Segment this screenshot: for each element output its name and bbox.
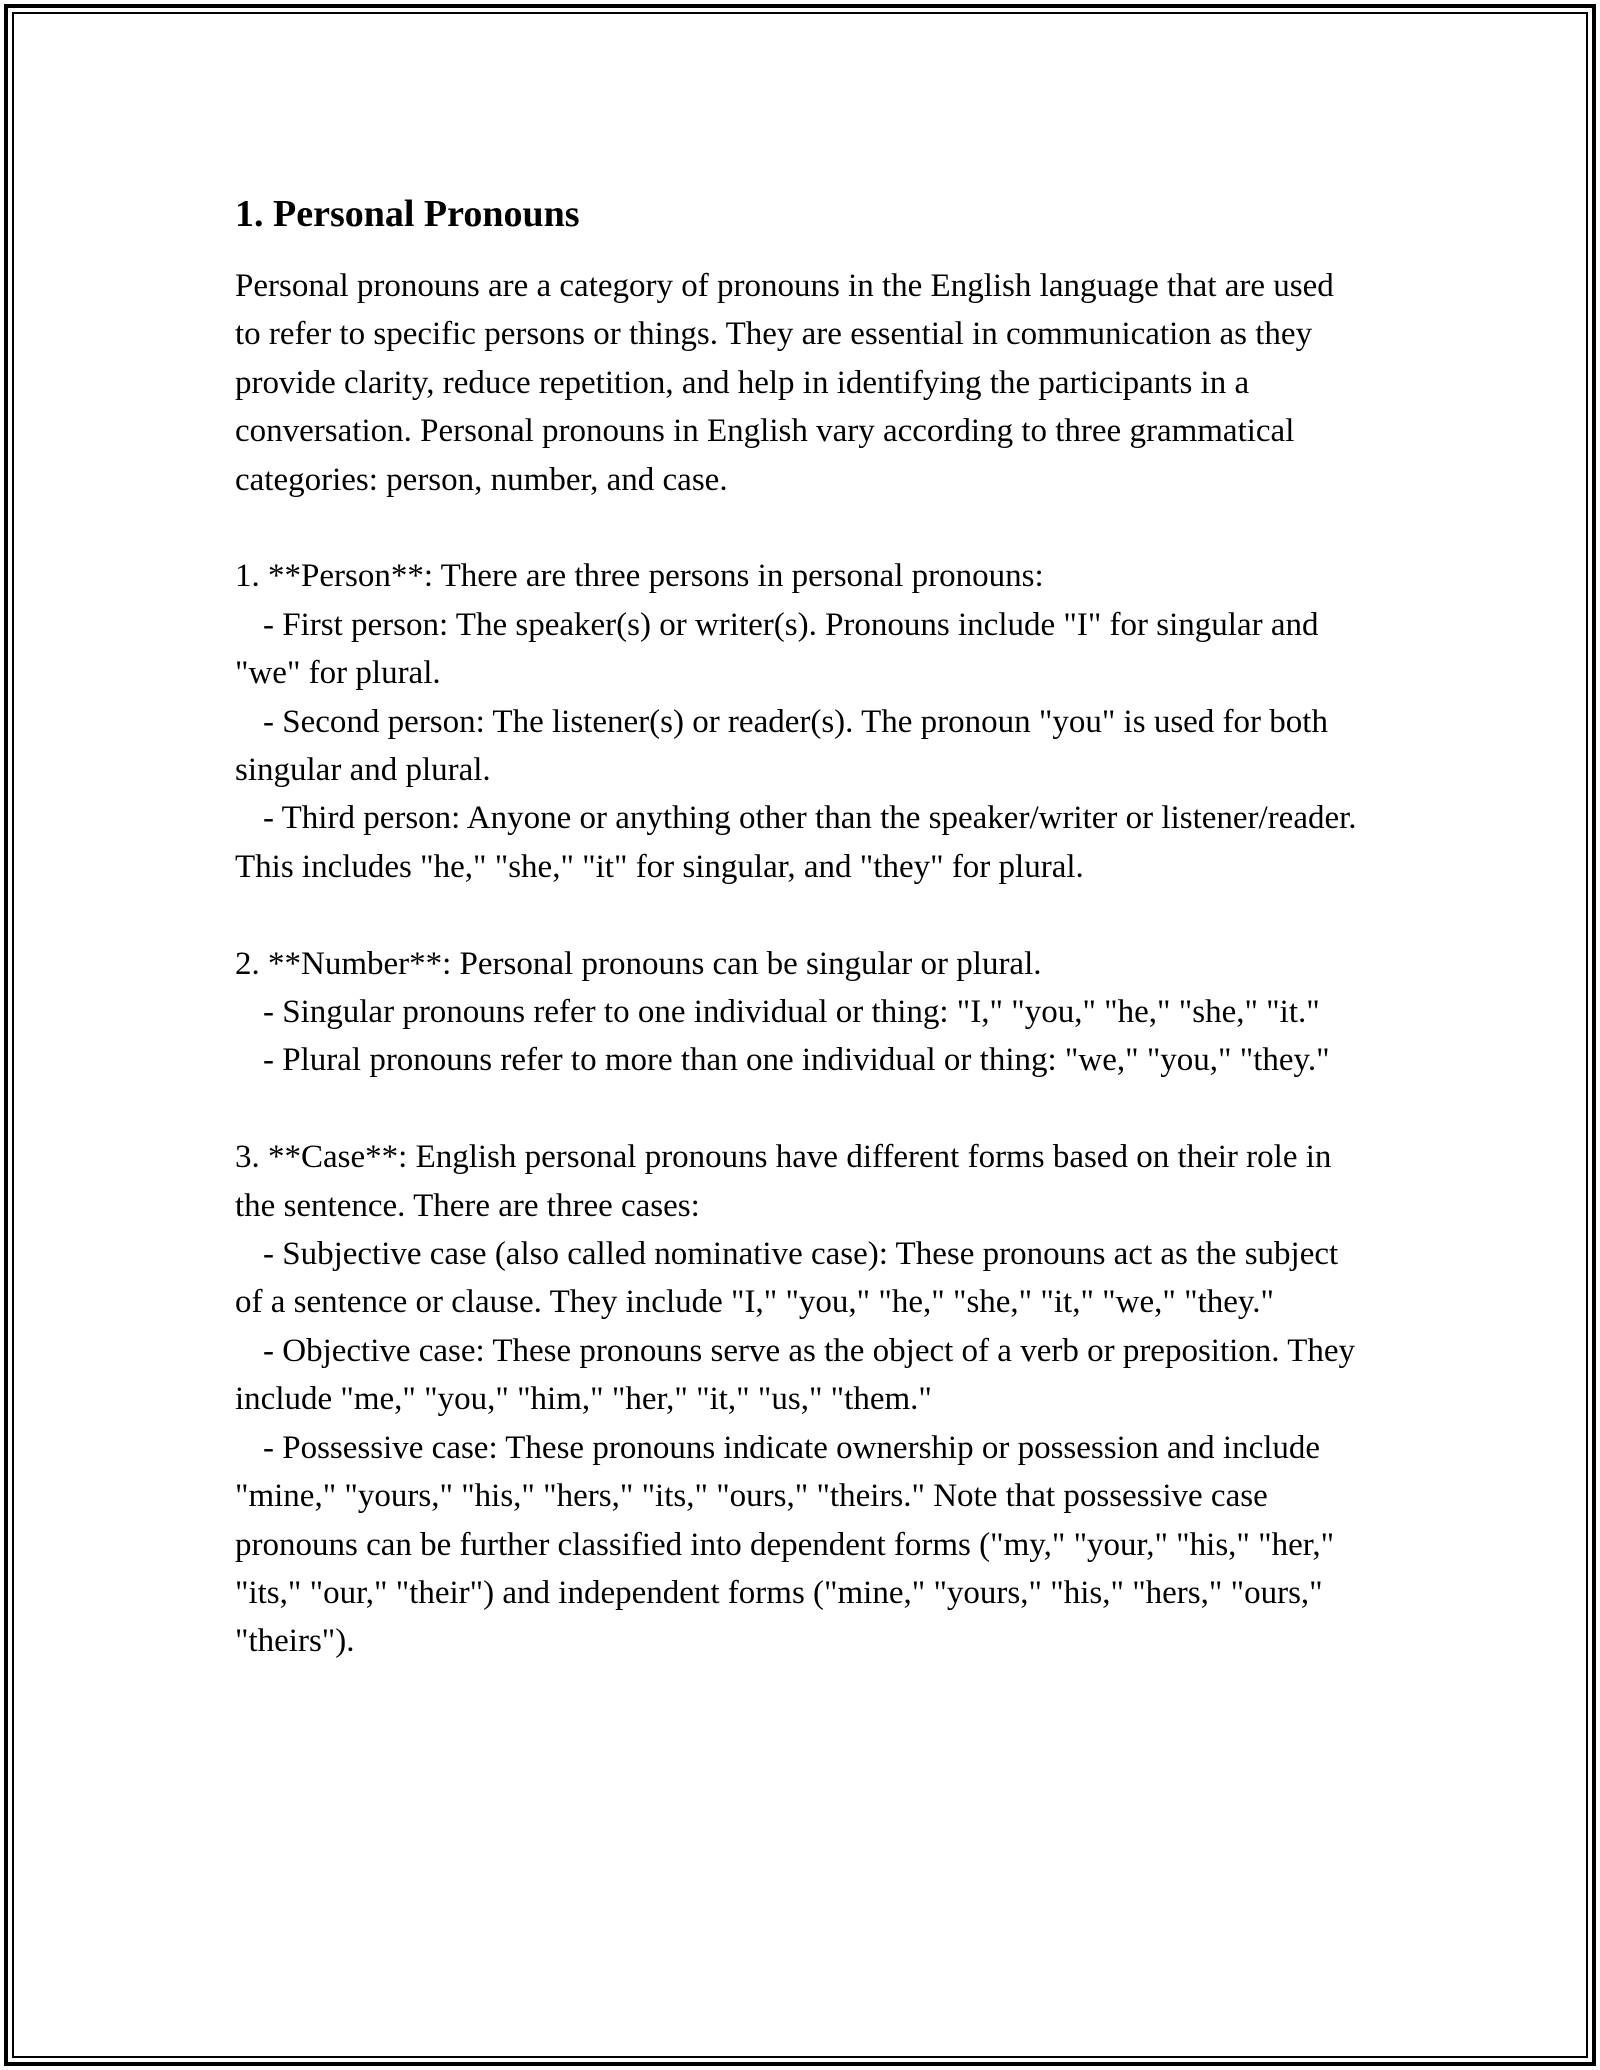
paragraph-spacer [235, 1085, 1365, 1133]
number-section-lead: 2. **Number**: Personal pronouns can be singular or plural. [235, 945, 1042, 982]
section-heading: 1. Personal Pronouns [235, 193, 580, 235]
number-singular-item [235, 988, 1365, 1036]
list-item-text: - Plural pronouns refer to more than one individual or thing: "we," "you," "they." [263, 1042, 1330, 1079]
list-item-text: - Third person: Anyone or anything other than the speaker/writer or listener/reader. This includes "he," "she," "it" for singular, and "they" for plural. [235, 800, 1365, 885]
list-item-text: - Objective case: These pronouns serve as the object of a verb or preposition. They include "me," "you," "him," "her," "it," "us," "them." [235, 1332, 1364, 1418]
case-objective-item [235, 1327, 1365, 1424]
case-section-lead: 3. **Case**: English personal pronouns have different forms based on their role in the sentence. There are three cases: [235, 1139, 1340, 1224]
list-item-text: - Possessive case: These pronouns indicate ownership or possession and include "mine," "yours," "his," "hers," "its," "ours," "theirs." Note that possessive case pronouns can be further classified into dependent forms ("my," "your," "his," "her," "its," "our," "their") and independent forms ("mine," "yours," "his," "hers," "ours," "theirs"). [235, 1429, 1343, 1660]
person-first-item [235, 601, 1365, 698]
person-third-item [235, 794, 1365, 891]
list-item-text: - Subjective case (also called nominative case): These pronouns act as the subject of a sentence or clause. They include "I," "you," "he," "she," "it," "we," "they." [235, 1236, 1347, 1321]
person-section [235, 552, 1365, 891]
list-item-text: - First person: The speaker(s) or writer(s). Pronouns include "I" for singular and "we" for plural. [235, 606, 1327, 692]
intro-paragraph: Personal pronouns are a category of pronouns in the English language that are used to refer to specific persons or things. They are essential in communication as they provide clarity, reduce repetition, and help in identifying the participants in a conversation. Personal pronouns in English vary according to three grammatical categories: person, number, and case. [235, 268, 1343, 498]
list-item-text: - Second person: The listener(s) or reader(s). The pronoun "you" is used for both singular and plural. [235, 703, 1337, 789]
paragraph-spacer [235, 891, 1365, 939]
number-section [235, 940, 1365, 1085]
list-item-text: - Singular pronouns refer to one individual or thing: "I," "you," "he," "she," "it." [263, 994, 1320, 1031]
case-section [235, 1133, 1365, 1665]
person-section-lead: 1. **Person**: There are three persons in personal pronouns: [235, 558, 1044, 595]
number-plural-item [235, 1036, 1365, 1084]
paragraph-spacer [235, 504, 1365, 552]
case-subjective-item [235, 1230, 1365, 1327]
person-second-item [235, 698, 1365, 795]
case-possessive-item [235, 1424, 1365, 1666]
document-body [235, 186, 1365, 1666]
